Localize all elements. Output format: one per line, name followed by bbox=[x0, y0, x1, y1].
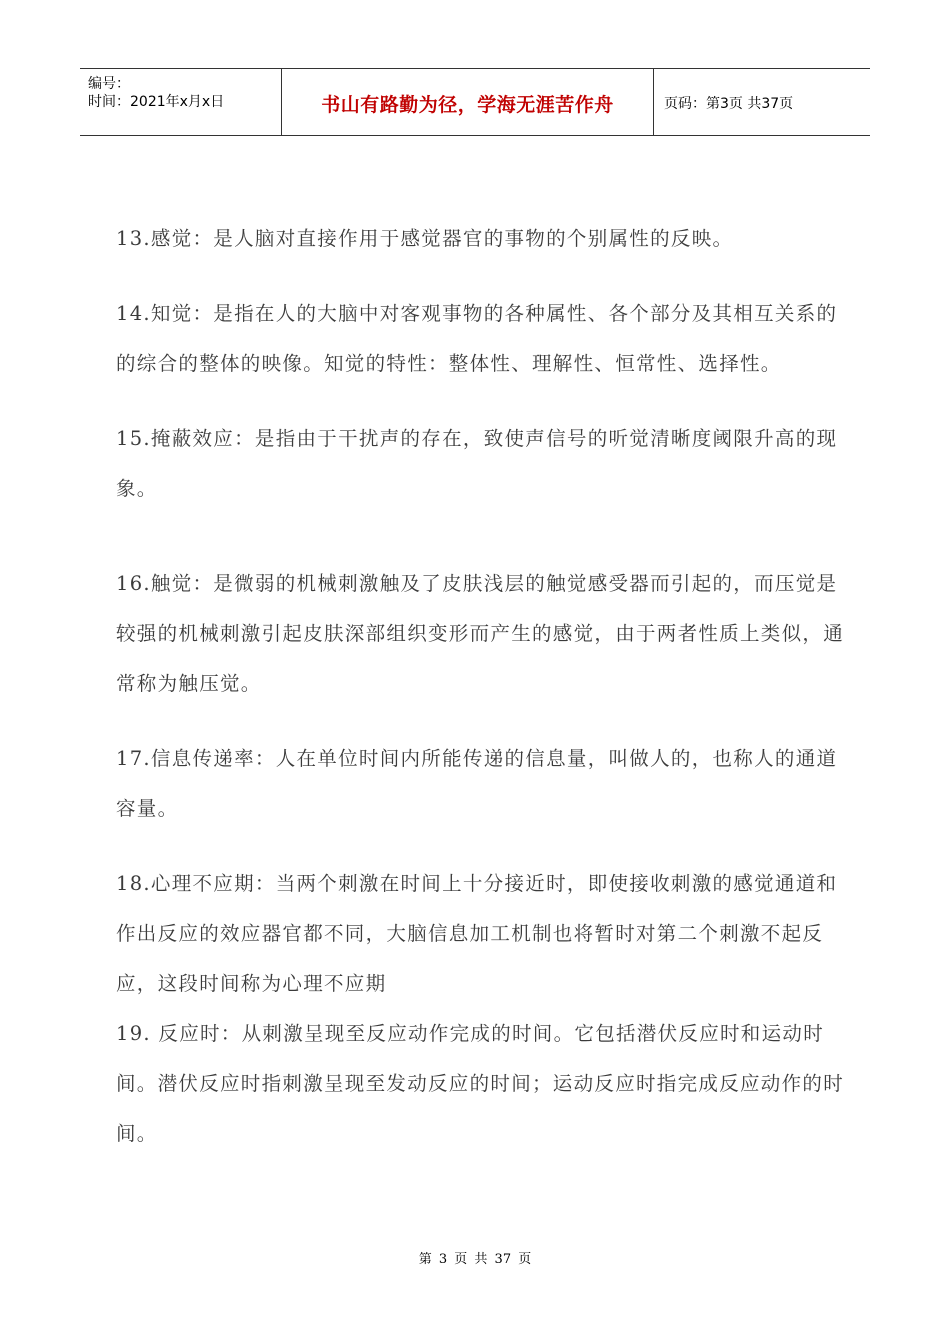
motto-text: 书山有路勤为径，学海无涯苦作舟 bbox=[321, 94, 614, 116]
document-number-label: 编号： bbox=[88, 76, 130, 92]
header-meta-cell bbox=[80, 69, 282, 135]
page-footer: 第 3 页 共 37 页 bbox=[418, 1252, 532, 1267]
paragraph-16-touch: 16.触觉：是微弱的机械刺激触及了皮肤浅层的触觉感受器而引起的，而压觉是较强的机械刺激引起皮肤深部组织变形而产生的感觉，由于两者性质上类似，通常称为触压觉。 bbox=[116, 572, 845, 695]
paragraph-14-perception: 14.知觉：是指在人的大脑中对客观事物的各种属性、各个部分及其相互关系的的综合的整体的映像。知觉的特性：整体性、理解性、恒常性、选择性。 bbox=[116, 302, 838, 375]
paragraph-13-sensation: 13.感觉：是人脑对直接作用于感觉器官的事物的个别属性的反映。 bbox=[116, 227, 734, 250]
paragraph-17-information-rate: 17.信息传递率：人在单位时间内所能传递的信息量，叫做人的，也称人的通道容量。 bbox=[116, 747, 838, 820]
paragraph-15-masking-effect: 15.掩蔽效应：是指由于干扰声的存在，致使声信号的听觉清晰度阈限升高的现象。 bbox=[116, 427, 838, 500]
paragraph-18-refractory-period: 18.心理不应期：当两个刺激在时间上十分接近时，即使接收刺激的感觉通道和作出反应的效应器官都不同，大脑信息加工机制也将暂时对第二个刺激不起反应，这段时间称为心理不应期 bbox=[116, 872, 838, 995]
paragraph-19-reaction-time: 19. 反应时：从刺激呈现至反应动作完成的时间。它包括潜伏反应时和运动时间。潜伏反应时指刺激呈现至发动反应的时间；运动反应时指完成反应动作的时间。 bbox=[116, 1022, 845, 1145]
document-body bbox=[116, 214, 852, 1159]
header-table bbox=[80, 68, 870, 136]
document-time-label: 时间：2021年x月x日 bbox=[88, 94, 225, 110]
header-motto-cell bbox=[282, 69, 654, 135]
page-code: 页码：第3页 共37页 bbox=[664, 96, 794, 112]
header-page-cell bbox=[654, 69, 870, 135]
